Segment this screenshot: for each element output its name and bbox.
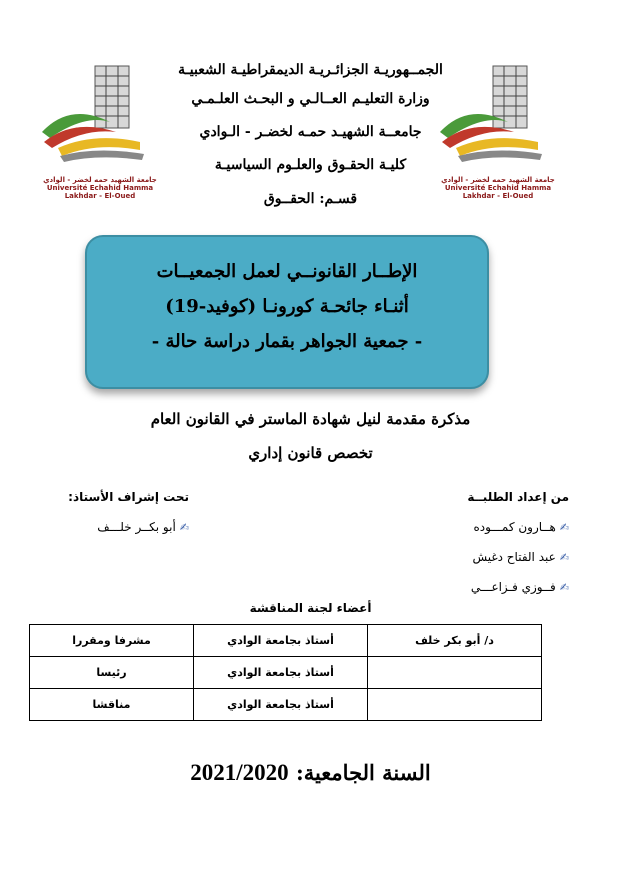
students-label: من إعداد الطلبــة [467,490,569,504]
student-name-text: عبد الفتاح دغيش [472,550,556,564]
logo-caption-ar: جامعة الشهيد حمه لخضر - الوادي [441,176,555,184]
pen-icon: ✍ [559,551,569,564]
thesis-title-line2: أثنـاء جائحـة كورونـا (كوفيد-19) [165,296,409,317]
university-logo-left-graphic [40,62,148,172]
academic-year-value: 2021/2020 [190,760,289,785]
header-ministry: وزارة التعليـم العــالـي و البحـث العلـمـي [191,91,430,107]
academic-year-label: السنة الجامعية: [295,760,431,785]
jury-member-rank: أستاذ بجامعة الوادي [194,657,368,689]
jury-member-name: د/ أبو بكر خلف [368,625,542,657]
student-name-text: هــارون كمـــوده [473,520,556,534]
jury-member-name [368,689,542,721]
student-name-3 [471,580,569,594]
student-name-1 [474,520,569,534]
pen-icon: ✍ [179,521,189,534]
header-faculty: كليـة الحقـوق والعلـوم السياسيـة [214,157,407,173]
pen-icon: ✍ [559,581,569,594]
thesis-degree: مذكرة مقدمة لنيل شهادة الماستر في القانون العام [150,410,471,428]
jury-member-rank: أستاذ بجامعة الوادي [194,625,368,657]
thesis-title-line3: - جمعية الجواهر بقمار دراسة حالة - [151,331,423,352]
pen-icon: ✍ [559,521,569,534]
header-university: جامعــة الشهيـد حمـه لخضـر - الـوادي [199,124,422,140]
jury-title: أعضاء لجنة المناقشة [249,601,372,615]
supervisor-label: تحت إشراف الأستاذ: [68,490,189,504]
logo-caption-fr: Université Echahid Hamma Lakhdar - El-Oued [444,184,552,200]
supervisor-name-text: أبو بكــر خلـــف [97,520,176,534]
jury-member-name [368,657,542,689]
student-name-2 [472,550,569,564]
university-logo-right-graphic [438,62,546,172]
academic-year [0,760,621,786]
thesis-title-box [85,235,489,389]
thesis-specialization: تخصص قانون إداري [248,444,373,462]
logo-caption-fr: Université Echahid Hamma Lakhdar - El-Oued [46,184,154,200]
jury-table [29,624,542,721]
jury-member-role: مناقشا [30,689,194,721]
jury-table-wrapper [29,624,542,721]
header-republic: الجمــهوريـة الجزائـريـة الديمقراطيـة الشعبيـة [178,62,443,78]
thesis-title-line1: الإطــار القانونــي لعمل الجمعيــات [156,261,418,282]
header-department: قسـم: الحقــوق [263,191,358,207]
table-row [30,689,542,721]
jury-member-rank: أستاذ بجامعة الوادي [194,689,368,721]
table-row [30,625,542,657]
table-row [30,657,542,689]
student-name-text: فــوزي فـزاعـــي [470,580,556,594]
logo-caption-ar: جامعة الشهيد حمه لخضر - الوادي [43,176,157,184]
supervisor-name [97,520,189,534]
jury-member-role: مشرفا ومقررا [30,625,194,657]
jury-member-role: رئيسا [30,657,194,689]
